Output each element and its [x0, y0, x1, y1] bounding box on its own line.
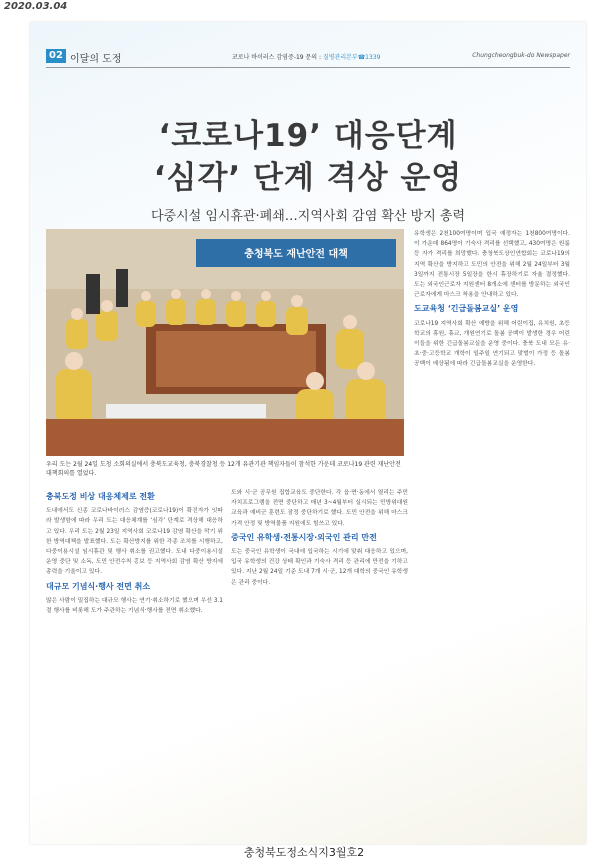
- section-heading: 중국인 유학생·전통시장·외국인 관리 만전: [231, 532, 377, 542]
- newspaper-brand: Chungcheongbuk-do Newspaper: [472, 52, 570, 59]
- section-title: 이달의 도정: [70, 54, 122, 65]
- article-paragraph: 도내에서도 신종 코로나바이러스 감염증(코로나19)이 확진자가 잇따라 발생함에 따라 우리 도는 대응체계를 ‘심각’ 단계로 격상해 대응하고 있다. 우리 도는 2월 23일 지역사회 코로나19 감염 확산을 막기 위한 방역대책을 발표했다. 도는 확산방지를 위한 각종 조치를 시행하고, 다중이용시설 임시휴관 및 행사 취소를 권고했다. 도내 다중이용시설 운영 중단 및 소독, 도민 안전수칙 홍보 등 지역사회 감염 확산 방지에 총력을 기울이고 있다.: [46, 508, 223, 576]
- article-paragraph: 코로나19 지역사회 확산 예방을 위해 어린이집, 유치원, 초등학교의 휴원, 휴교, 개원연기로 돌봄 공백이 발생한 경우 어린이들을 위한 긴급돌봄교실을 운영 중이다. 충북 도내 모든 유·초·중·고등학교 개학이 일주일 연기되고 맞벌이 가정 등 돌봄 공백이 예상됨에 따라 긴급돌봄교실을 운영한다.: [414, 320, 570, 368]
- meeting-photo: [46, 229, 404, 456]
- subheadline: 다중시설 임시휴관·폐쇄…지역사회 감염 확산 방지 총력: [150, 209, 466, 224]
- article-paragraph: 도는 중국인 유학생이 국내에 입국하는 시기에 맞춰 대응하고 있으며, 입국 유학생의 건강 상태 확인과 기숙사 격리 등 관리에 만전을 기하고 있다. 지난 2월 24일 기준 도내 7개 시·군, 12개 대학의 중국인 유학생은 관리 중이다.: [231, 549, 408, 586]
- article-column-middle: [231, 488, 408, 833]
- article-paragraph: 유학생은 2천100여명이며 입국 예정자는 1천800여명이다. 이 가운데 864명이 기숙사 격리를 선택했고, 430여명은 원룸 등 자가 격리를 희망했다. 충청북도상인연합회는 코로나19의 지역 확산을 방지하고 도민의 안전을 위해 2월 24일부터 3월 3일까지 전통시장 5일장을 한시 휴장하기로 자율 결정했다. 도는 외국인근로자 지원센터 8개소에 센터를 방문하는 외국인 근로자에게 마스크 착용을 안내하고 있다.: [414, 231, 570, 299]
- photo-caption: 우리 도는 2월 24일 도청 소회의실에서 충북도교육청, 충북경찰청 등 12개 유관기관 책임자들이 참석한 가운데 코로나19 관련 재난안전대책회의를 열었다.: [46, 461, 401, 477]
- page-footer: 충청북도정소식지3월호2: [243, 846, 365, 859]
- date-stamp: 2020.03.04: [4, 1, 68, 12]
- section-heading: 대규모 기념식·행사 전면 취소: [46, 581, 151, 591]
- photo-banner: 충청북도 재난안전 대책: [244, 249, 348, 260]
- section-heading: 충북도정 비상 대응체제로 전환: [46, 492, 155, 501]
- meeting-photo-illustration: [46, 229, 404, 456]
- contact-prefix: 코로나 바이러스 감염증-19 문의 :: [232, 54, 322, 61]
- headline-line-2: ‘심각’ 단계 격상 운영: [153, 160, 463, 196]
- article-column-left: [46, 488, 223, 833]
- section-heading: 도교육청 ‘긴급돌봄교실’ 운영: [414, 304, 519, 314]
- contact-hotline: 질병관리본부☎1339: [322, 54, 381, 61]
- article-paragraph: 도와 시·군 공무원 집합교육도 중단한다. 각 읍·면·동에서 열리는 주민자치프로그램을 전면 중단하고 매년 3~4월부터 실시되는 민방위대원 교육과 예비군 훈련도 잠정 중단하기로 했다. 도민 안전을 위해 마스크 가격 안정 및 방역물품 지원에도 힘쓰고 있다.: [231, 490, 408, 527]
- header-divider: [46, 67, 570, 68]
- headline-line-1: ‘코로나19’ 대응단계: [158, 118, 458, 154]
- section-number-badge: 02: [46, 49, 66, 63]
- contact-line: [232, 52, 380, 61]
- article-column-right: [414, 229, 570, 833]
- article-paragraph: 많은 사람이 밀집하는 대규모 행사는 연기·취소하기로 했으며 우선 3.1절 행사를 비롯해 도가 주관하는 기념식·행사를 전면 취소했다.: [46, 597, 223, 615]
- newsletter-page: [30, 22, 586, 844]
